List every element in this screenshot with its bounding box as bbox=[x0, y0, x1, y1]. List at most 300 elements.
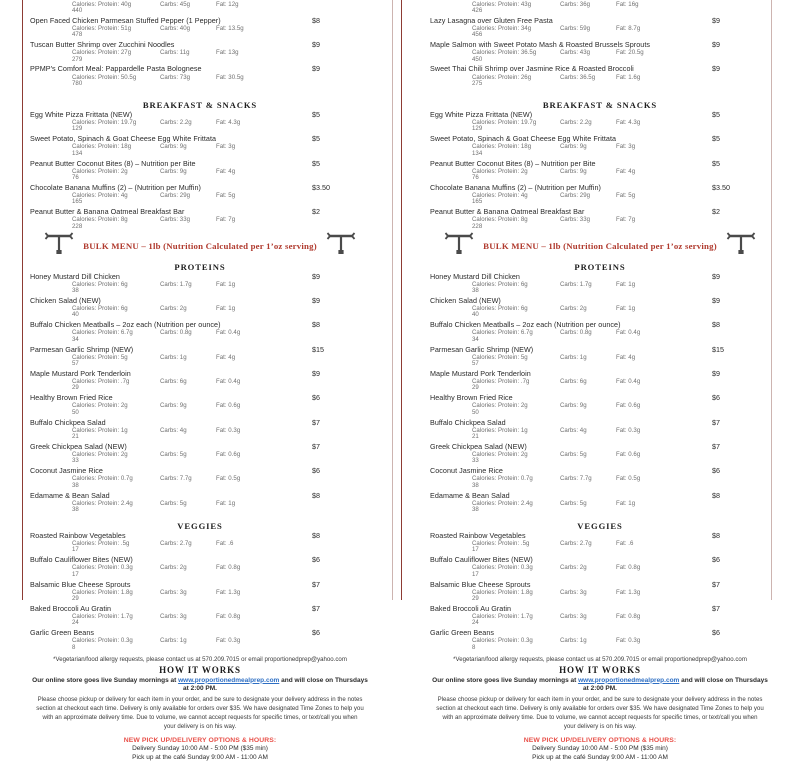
menu-item-row[interactable] bbox=[30, 207, 370, 216]
menu-item-price: $5 bbox=[712, 158, 720, 168]
section-heading-veggies: VEGGIES bbox=[177, 520, 223, 531]
section-heading-veggies: VEGGIES bbox=[577, 520, 623, 531]
fat-value: Fat: 8.7g bbox=[616, 24, 641, 32]
protein-value: Protein: 1.8g bbox=[98, 588, 133, 596]
nutrition-line bbox=[430, 475, 770, 491]
menu-item-name: Peanut Butter Coconut Bites (8) – Nutrition per Bite bbox=[430, 158, 596, 168]
menu-item-price: $9 bbox=[712, 295, 720, 305]
carbs-value: Carbs: 2g bbox=[560, 564, 587, 572]
section-heading-breakfast: BREAKFAST & SNACKS bbox=[542, 99, 658, 110]
calories-value: Calories: 40 bbox=[472, 304, 497, 319]
menu-item-row[interactable] bbox=[30, 628, 370, 637]
menu-item-price: $6 bbox=[712, 628, 720, 638]
menu-item-row[interactable] bbox=[30, 183, 370, 192]
carbs-value: Carbs: 6g bbox=[160, 377, 187, 385]
menu-item-row[interactable] bbox=[430, 491, 770, 500]
fat-value: Fat: 0.3g bbox=[616, 637, 641, 645]
fat-value: Fat: 0.3g bbox=[216, 426, 241, 434]
how-it-works-body: Please choose pickup or delivery for each item in your order, and be sure to designate your delivery address in the notes section at checkout each time. Delivery is only available for orders over $35. We have designated Time Zones to help you with an approximate delivery time. Due to volume, we cannot accept requests for specific times, or text/call you when your delivery is on his way. bbox=[436, 696, 764, 730]
fat-value: Fat: 0.8g bbox=[616, 564, 641, 572]
menu-item-price: $9 bbox=[712, 40, 720, 50]
menu-item-row[interactable] bbox=[430, 604, 770, 613]
carbs-value: Carbs: 1g bbox=[160, 637, 187, 645]
nutrition-line bbox=[30, 637, 370, 653]
bulk-menu-title: BULK MENU – 1lb (Nutrition Calculated per 1’oz serving) bbox=[83, 240, 317, 251]
fat-value: Fat: 1g bbox=[616, 280, 636, 288]
nutrition-line bbox=[430, 613, 770, 629]
protein-value: Protein: 1.7g bbox=[98, 613, 133, 621]
menu-item-price: $8 bbox=[712, 490, 720, 500]
carbs-value: Carbs: 1g bbox=[560, 353, 587, 361]
menu-item-row[interactable] bbox=[30, 491, 370, 500]
menu-item-row[interactable] bbox=[430, 296, 770, 305]
carbs-value: Carbs: 43g bbox=[560, 49, 591, 57]
menu-item-row[interactable] bbox=[30, 40, 370, 49]
calories-value: Calories: 478 bbox=[72, 24, 97, 39]
nutrition-line bbox=[430, 24, 770, 40]
menu-item-row[interactable] bbox=[30, 555, 370, 564]
menu-item-name: Lazy Lasagna over Gluten Free Pasta bbox=[430, 15, 553, 25]
menu-item-price: $7 bbox=[312, 417, 320, 427]
bulk-menu-banner bbox=[30, 232, 370, 256]
menu-item-row[interactable] bbox=[430, 531, 770, 540]
nutrition-line bbox=[30, 24, 370, 40]
nutrition-line bbox=[30, 377, 370, 393]
menu-item-price: $7 bbox=[312, 579, 320, 589]
carbs-value: Carbs: 1.7g bbox=[560, 280, 592, 288]
calories-value: Calories: 440 bbox=[72, 0, 97, 14]
calories-value: Calories: 129 bbox=[72, 118, 97, 133]
protein-value: Protein: 43g bbox=[498, 0, 532, 8]
protein-value: Protein: 51g bbox=[98, 24, 132, 32]
menu-item-price: $6 bbox=[312, 466, 320, 476]
carbs-value: Carbs: 9g bbox=[560, 402, 587, 410]
menu-item-price: $2 bbox=[712, 207, 720, 217]
menu-column-right bbox=[400, 0, 800, 761]
fat-value: Fat: 30.5g bbox=[216, 73, 244, 81]
allergy-note: *Vegetarian/food allergy requests, please contact us at 570.209.7015 or email proportionedprep@yahoo.com bbox=[453, 655, 747, 663]
fat-value: Fat: 3g bbox=[616, 143, 636, 151]
protein-value: Protein: 0.7g bbox=[498, 475, 533, 483]
protein-value: Protein: 5g bbox=[98, 353, 128, 361]
nutrition-line bbox=[430, 191, 770, 207]
fat-value: Fat: 0.6g bbox=[616, 451, 641, 458]
menu-item-name: Edamame & Bean Salad bbox=[30, 490, 110, 500]
nutrition-line bbox=[30, 353, 370, 369]
protein-value: Protein: 6g bbox=[98, 304, 128, 312]
barbell-icon bbox=[326, 230, 356, 256]
menu-item-price: $6 bbox=[312, 628, 320, 638]
carbs-value: Carbs: 2g bbox=[560, 304, 587, 312]
protein-value: Protein: 2.4g bbox=[98, 499, 133, 507]
nutrition-line bbox=[30, 329, 370, 345]
menu-item-price: $8 bbox=[312, 490, 320, 500]
fat-value: Fat: 0.3g bbox=[216, 637, 241, 645]
menu-item-price: $8 bbox=[312, 320, 320, 330]
protein-value: Protein: 1g bbox=[498, 426, 528, 434]
nutrition-line bbox=[430, 216, 770, 232]
menu-item-name: Coconut Jasmine Rice bbox=[30, 466, 103, 476]
menu-item-row[interactable] bbox=[430, 442, 770, 451]
menu-item-name: Chicken Salad (NEW) bbox=[30, 295, 101, 305]
fat-value: Fat: 1g bbox=[616, 499, 636, 507]
calories-value: Calories: 17 bbox=[472, 564, 497, 578]
fat-value: Fat: 0.8g bbox=[216, 613, 241, 621]
how-it-works-heading: HOW IT WORKS bbox=[159, 664, 241, 675]
carbs-value: Carbs: 9g bbox=[160, 402, 187, 410]
store-link[interactable]: www.proportionedmealprep.com bbox=[178, 676, 280, 684]
calories-value: Calories: 50 bbox=[72, 402, 97, 416]
menu-item-row[interactable] bbox=[430, 320, 770, 329]
calories-value: Calories: 165 bbox=[472, 191, 497, 206]
menu-item-row[interactable] bbox=[30, 466, 370, 475]
menu-item-row[interactable] bbox=[30, 134, 370, 143]
nutrition-line bbox=[430, 588, 770, 604]
carbs-value: Carbs: 1g bbox=[160, 353, 187, 361]
carbs-value: Carbs: 5g bbox=[160, 499, 187, 507]
menu-item-name: Peanut Butter & Banana Oatmeal Breakfast Bar bbox=[30, 207, 185, 217]
menu-item-row[interactable] bbox=[430, 628, 770, 637]
calories-value: Calories: 57 bbox=[472, 353, 497, 368]
menu-item-row[interactable] bbox=[30, 296, 370, 305]
carbs-value: Carbs: 36g bbox=[560, 0, 591, 8]
nutrition-line bbox=[30, 426, 370, 442]
menu-item-row[interactable] bbox=[430, 183, 770, 192]
carbs-value: Carbs: 7.7g bbox=[560, 475, 592, 483]
menu-item-name: Balsamic Blue Cheese Sprouts bbox=[430, 579, 531, 589]
menu-item-price: $3.50 bbox=[712, 182, 730, 192]
fat-value: Fat: 0.8g bbox=[616, 613, 641, 621]
fat-value: Fat: 13g bbox=[216, 49, 239, 57]
menu-item-name: Peanut Butter & Banana Oatmeal Breakfast Bar bbox=[430, 207, 585, 217]
nutrition-line bbox=[430, 499, 770, 515]
menu-item-row[interactable] bbox=[30, 418, 370, 427]
carbs-value: Carbs: 9g bbox=[560, 143, 587, 151]
menu-item-name: Buffalo Cauliflower Bites (NEW) bbox=[430, 555, 533, 565]
menu-item-row[interactable] bbox=[30, 159, 370, 168]
menu-item-name: Roasted Rainbow Vegetables bbox=[430, 530, 526, 540]
fat-value: Fat: 4.3g bbox=[216, 118, 241, 126]
protein-value: Protein: .7g bbox=[498, 377, 530, 385]
menu-item-row[interactable] bbox=[30, 369, 370, 378]
lead-text-after: and will close on Thursdays at 2:00 PM. bbox=[183, 676, 368, 693]
protein-value: Protein: 19.7g bbox=[498, 118, 537, 126]
protein-value: Protein: 4g bbox=[498, 191, 528, 199]
fat-value: Fat: 0.5g bbox=[616, 475, 641, 483]
nutrition-line bbox=[30, 0, 370, 16]
carbs-value: Carbs: 3g bbox=[560, 588, 587, 596]
fat-value: Fat: 1g bbox=[216, 280, 236, 288]
protein-value: Protein: 34g bbox=[498, 24, 532, 32]
menu-item-row[interactable] bbox=[30, 604, 370, 613]
calories-value: Calories: 38 bbox=[472, 280, 497, 294]
menu-item-price: $7 bbox=[312, 441, 320, 451]
calories-value: Calories: 76 bbox=[72, 167, 97, 181]
menu-item-name: Coconut Jasmine Rice bbox=[430, 466, 503, 476]
nutrition-line bbox=[430, 143, 770, 159]
menu-item-name: Buffalo Cauliflower Bites (NEW) bbox=[30, 555, 133, 565]
menu-item-name: Egg White Pizza Frittata (NEW) bbox=[30, 109, 133, 119]
menu-item-row[interactable] bbox=[430, 418, 770, 427]
menu-item-name: Sweet Potato, Spinach & Goat Cheese Egg White Frittata bbox=[430, 134, 617, 144]
protein-value: Protein: 36.5g bbox=[498, 49, 537, 57]
calories-value: Calories: 33 bbox=[72, 451, 97, 465]
menu-item-name: Parmesan Garlic Shrimp (NEW) bbox=[30, 344, 134, 354]
nutrition-line bbox=[430, 49, 770, 65]
menu-item-row[interactable] bbox=[430, 40, 770, 49]
menu-item-row[interactable] bbox=[30, 531, 370, 540]
protein-value: Protein: 2g bbox=[498, 402, 528, 410]
bulk-menu-title: BULK MENU – 1lb (Nutrition Calculated per 1’oz serving) bbox=[483, 240, 717, 251]
nutrition-line bbox=[430, 451, 770, 467]
menu-item-row[interactable] bbox=[430, 580, 770, 589]
fat-value: Fat: 7g bbox=[616, 216, 636, 224]
protein-value: Protein: 2.4g bbox=[498, 499, 533, 507]
section-heading-proteins: PROTEINS bbox=[574, 261, 626, 272]
calories-value: Calories: 456 bbox=[472, 24, 497, 39]
fat-value: Fat: 0.6g bbox=[216, 451, 241, 458]
menu-item-row[interactable] bbox=[430, 110, 770, 119]
carbs-value: Carbs: 29g bbox=[560, 191, 591, 199]
how-it-works-lead bbox=[30, 675, 370, 695]
menu-item-name: Parmesan Garlic Shrimp (NEW) bbox=[430, 344, 534, 354]
fat-value: Fat: 4g bbox=[616, 167, 636, 175]
carbs-value: Carbs: 2.7g bbox=[160, 540, 192, 548]
nutrition-line bbox=[430, 564, 770, 580]
protein-value: Protein: 0.7g bbox=[98, 475, 133, 483]
carbs-value: Carbs: 9g bbox=[560, 167, 587, 175]
menu-item-row[interactable] bbox=[30, 16, 370, 25]
menu-item-name: Sweet Thai Chili Shrimp over Jasmine Rice & Roasted Broccoli bbox=[430, 64, 634, 74]
protein-value: Protein: 8g bbox=[98, 216, 128, 224]
protein-value: Protein: 0.3g bbox=[498, 637, 533, 645]
carbs-value: Carbs: 2.2g bbox=[560, 118, 592, 126]
nutrition-line bbox=[30, 167, 370, 183]
menu-item-name: Baked Broccoli Au Gratin bbox=[30, 604, 112, 613]
calories-value: Calories: 34 bbox=[72, 329, 97, 343]
carbs-value: Carbs: 9g bbox=[160, 167, 187, 175]
fat-value: Fat: 1g bbox=[216, 499, 236, 507]
menu-item-row[interactable] bbox=[30, 345, 370, 354]
protein-value: Protein: 0.3g bbox=[498, 564, 533, 572]
carbs-value: Carbs: 7.7g bbox=[160, 475, 192, 483]
calories-value: Calories: 17 bbox=[72, 540, 97, 554]
menu-item-row[interactable] bbox=[30, 393, 370, 402]
menu-item-price: $8 bbox=[712, 530, 720, 540]
lead-text-before: Our online store goes live Sunday mornings at bbox=[432, 676, 579, 684]
menu-item-row[interactable] bbox=[430, 134, 770, 143]
fat-value: Fat: 13.5g bbox=[216, 24, 244, 32]
menu-item-name: Garlic Green Beans bbox=[430, 628, 495, 638]
protein-value: Protein: 5g bbox=[498, 353, 528, 361]
calories-value: Calories: 21 bbox=[72, 426, 97, 441]
protein-value: Protein: 6.7g bbox=[98, 329, 133, 337]
nutrition-line bbox=[30, 118, 370, 134]
menu-item-price: $15 bbox=[312, 344, 324, 354]
calories-value: Calories: 29 bbox=[72, 588, 97, 603]
barbell-icon bbox=[726, 230, 756, 256]
section-heading-breakfast: BREAKFAST & SNACKS bbox=[142, 99, 258, 110]
protein-value: Protein: 6g bbox=[498, 304, 528, 312]
nutrition-line bbox=[430, 280, 770, 296]
nutrition-line bbox=[30, 499, 370, 515]
fat-value: Fat: 12g bbox=[216, 0, 239, 8]
fat-value: Fat: 0.4g bbox=[616, 377, 641, 385]
menu-item-row[interactable] bbox=[430, 393, 770, 402]
nutrition-line bbox=[430, 167, 770, 183]
protein-value: Protein: 1.8g bbox=[498, 588, 533, 596]
protein-value: Protein: 27g bbox=[98, 49, 132, 57]
carbs-value: Carbs: 2g bbox=[160, 304, 187, 312]
menu-item-price: $8 bbox=[312, 530, 320, 540]
menu-item-name: Roasted Rainbow Vegetables bbox=[30, 530, 126, 540]
menu-item-row[interactable] bbox=[30, 64, 370, 73]
menu-item-row[interactable] bbox=[430, 64, 770, 73]
menu-item-price: $15 bbox=[712, 344, 724, 354]
calories-value: Calories: 38 bbox=[72, 499, 97, 514]
menu-item-price: $5 bbox=[312, 134, 320, 144]
carbs-value: Carbs: 3g bbox=[160, 613, 187, 621]
calories-value: Calories: 38 bbox=[72, 280, 97, 294]
calories-value: Calories: 17 bbox=[72, 564, 97, 578]
carbs-value: Carbs: 4g bbox=[160, 426, 187, 434]
how-it-works-heading: HOW IT WORKS bbox=[559, 664, 641, 675]
menu-item-price: $9 bbox=[712, 368, 720, 378]
pickup-delivery-line: Delivery Sunday 10:00 AM - 5:00 PM ($35 min) bbox=[132, 744, 268, 752]
calories-value: Calories: 38 bbox=[472, 475, 497, 489]
fat-value: Fat: 1g bbox=[216, 304, 236, 312]
menu-item-price: $6 bbox=[712, 466, 720, 476]
carbs-value: Carbs: 2g bbox=[160, 564, 187, 572]
menu-item-row[interactable] bbox=[430, 466, 770, 475]
menu-item-name: Greek Chickpea Salad (NEW) bbox=[430, 441, 527, 451]
calories-value: Calories: 426 bbox=[472, 0, 497, 14]
menu-item-price: $9 bbox=[712, 15, 720, 25]
menu-item-row[interactable] bbox=[430, 272, 770, 281]
fat-value: Fat: 20.5g bbox=[616, 49, 644, 57]
fat-value: Fat: 0.6g bbox=[616, 402, 641, 410]
carbs-value: Carbs: 4g bbox=[560, 426, 587, 434]
calories-value: Calories: 24 bbox=[72, 613, 97, 627]
menu-item-row[interactable] bbox=[30, 272, 370, 281]
calories-value: Calories: 780 bbox=[72, 73, 97, 87]
fat-value: Fat: 1g bbox=[616, 304, 636, 312]
nutrition-line bbox=[30, 402, 370, 418]
fat-value: Fat: 3g bbox=[216, 143, 236, 151]
fat-value: Fat: 1.3g bbox=[216, 588, 241, 596]
menu-item-row[interactable] bbox=[30, 580, 370, 589]
menu-item-price: $8 bbox=[312, 15, 320, 25]
menu-item-row[interactable] bbox=[430, 555, 770, 564]
menu-item-name: Open Faced Chicken Parmesan Stuffed Pepper (1 Pepper) bbox=[30, 15, 221, 25]
store-link[interactable]: www.proportionedmealprep.com bbox=[578, 676, 680, 684]
protein-value: Protein: 2g bbox=[98, 402, 128, 410]
menu-item-price: $5 bbox=[312, 158, 320, 168]
carbs-value: Carbs: 6g bbox=[560, 377, 587, 385]
lead-text-after: and will close on Thursdays at 2:00 PM. bbox=[583, 676, 768, 693]
how-it-works-body: Please choose pickup or delivery for each item in your order, and be sure to designate your delivery address in the notes section at checkout each time. Delivery is only available for orders over $35. We have designated Time Zones to help you with an approximate delivery time. Due to volume, we cannot accept requests for specific times, or text/call you when your delivery is on his way. bbox=[36, 696, 364, 730]
carbs-value: Carbs: 3g bbox=[160, 588, 187, 596]
nutrition-line bbox=[30, 564, 370, 580]
menu-item-name: Baked Broccoli Au Gratin bbox=[430, 604, 512, 613]
menu-item-row[interactable] bbox=[430, 207, 770, 216]
menu-item-name: Honey Mustard Dill Chicken bbox=[30, 271, 120, 281]
nutrition-line bbox=[30, 216, 370, 232]
menu-item-price: $9 bbox=[712, 64, 720, 74]
protein-value: Protein: 26g bbox=[498, 73, 532, 81]
menu-item-row[interactable] bbox=[30, 442, 370, 451]
carbs-value: Carbs: 59g bbox=[560, 24, 591, 32]
fat-value: Fat: 4g bbox=[216, 167, 236, 175]
carbs-value: Carbs: 29g bbox=[160, 191, 191, 199]
fat-value: Fat: .6 bbox=[216, 540, 234, 548]
protein-value: Protein: 2g bbox=[498, 167, 528, 175]
protein-value: Protein: .7g bbox=[98, 377, 130, 385]
menu-item-row[interactable] bbox=[30, 320, 370, 329]
menu-item-name: Tuscan Butter Shrimp over Zucchini Noodles bbox=[30, 40, 175, 50]
menu-item-price: $3.50 bbox=[312, 182, 330, 192]
nutrition-line bbox=[30, 143, 370, 159]
menu-item-row[interactable] bbox=[430, 16, 770, 25]
protein-value: Protein: 18g bbox=[98, 143, 132, 151]
nutrition-line bbox=[430, 118, 770, 134]
menu-item-row[interactable] bbox=[430, 159, 770, 168]
calories-value: Calories: 33 bbox=[472, 451, 497, 465]
nutrition-line bbox=[430, 73, 770, 89]
carbs-value: Carbs: 9g bbox=[160, 143, 187, 151]
nutrition-line bbox=[30, 613, 370, 629]
nutrition-line bbox=[30, 191, 370, 207]
menu-item-price: $7 bbox=[712, 441, 720, 451]
menu-item-name: Buffalo Chickpea Salad bbox=[430, 417, 506, 427]
nutrition-line bbox=[30, 475, 370, 491]
menu-item-name: Edamame & Bean Salad bbox=[430, 490, 510, 500]
pickup-cafe-line: Pick up at the café Sunday 9:00 AM - 11:00 AM bbox=[532, 753, 668, 761]
menu-item-row[interactable] bbox=[430, 345, 770, 354]
menu-item-name: Maple Mustard Pork Tenderloin bbox=[30, 368, 131, 378]
menu-item-row[interactable] bbox=[30, 110, 370, 119]
menu-item-name: Healthy Brown Fried Rice bbox=[430, 393, 513, 403]
fat-value: Fat: 4.3g bbox=[616, 118, 641, 126]
calories-value: Calories: 34 bbox=[472, 329, 497, 343]
calories-value: Calories: 21 bbox=[472, 426, 497, 441]
menu-item-row[interactable] bbox=[430, 369, 770, 378]
carbs-value: Carbs: 1g bbox=[560, 637, 587, 645]
menu-item-price: $8 bbox=[712, 320, 720, 330]
calories-value: Calories: 29 bbox=[472, 588, 497, 603]
bulk-menu-banner bbox=[430, 232, 770, 256]
protein-value: Protein: 1g bbox=[98, 426, 128, 434]
fat-value: Fat: .6 bbox=[616, 540, 634, 548]
fat-value: Fat: 7g bbox=[216, 216, 236, 224]
pickup-cafe-line: Pick up at the café Sunday 9:00 AM - 11:00 AM bbox=[132, 753, 268, 761]
calories-value: Calories: 228 bbox=[472, 216, 497, 230]
fat-value: Fat: 0.5g bbox=[216, 475, 241, 483]
nutrition-line bbox=[430, 0, 770, 16]
carbs-value: Carbs: 2.2g bbox=[160, 118, 192, 126]
calories-value: Calories: 450 bbox=[472, 49, 497, 63]
menu-item-name: Greek Chickpea Salad (NEW) bbox=[30, 441, 127, 451]
menu-item-name: Sweet Potato, Spinach & Goat Cheese Egg White Frittata bbox=[30, 134, 217, 144]
menu-item-price: $6 bbox=[712, 393, 720, 403]
menu-item-price: $7 bbox=[312, 604, 320, 613]
menu-item-name: Peanut Butter Coconut Bites (8) – Nutrition per Bite bbox=[30, 158, 196, 168]
fat-value: Fat: 0.4g bbox=[216, 377, 241, 385]
calories-value: Calories: 17 bbox=[472, 540, 497, 554]
calories-value: Calories: 228 bbox=[72, 216, 97, 230]
nutrition-line bbox=[30, 73, 370, 89]
protein-value: Protein: 2g bbox=[498, 451, 528, 458]
